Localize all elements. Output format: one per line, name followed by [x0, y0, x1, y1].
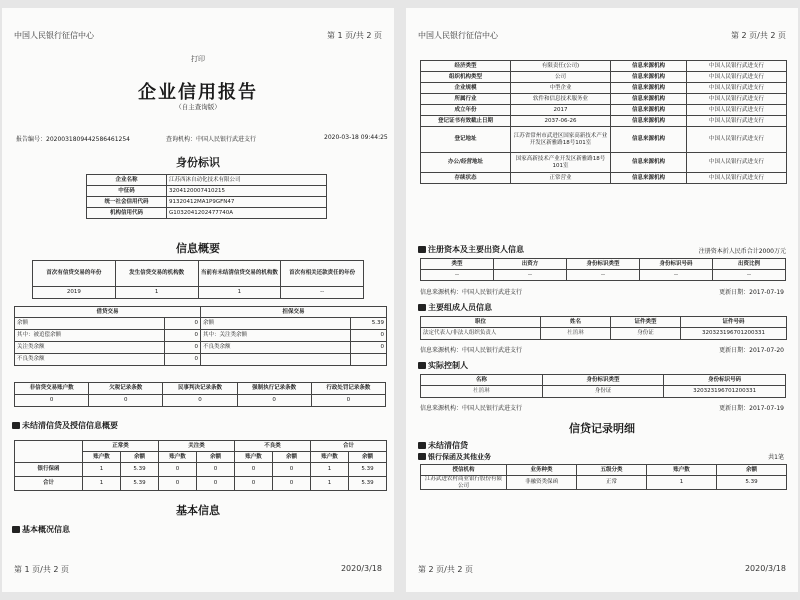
- basic-info-row: [421, 61, 787, 72]
- overview-value: --: [281, 287, 364, 299]
- controller-header: 身份标识类型: [542, 375, 664, 386]
- basic-info-row: [421, 153, 787, 173]
- capital-header: 出资比例: [713, 259, 786, 270]
- credit-value: 0: [165, 342, 201, 354]
- outstanding-sub-header: 余额: [273, 452, 311, 463]
- outstanding-row: [15, 463, 387, 477]
- outstanding-cell: 0: [197, 477, 235, 491]
- member-position: 法定代表人/非法人组织负责人: [421, 328, 541, 340]
- page-header-left: 中国人民银行征信中心: [14, 31, 94, 40]
- members-header: 职位: [421, 317, 541, 328]
- capital-source: 信息来源机构：中国人民银行武进支行: [420, 289, 523, 296]
- controller-title-text: 实际控制人: [428, 361, 468, 370]
- members-header: 证件类型: [611, 317, 681, 328]
- members-table: [420, 316, 787, 340]
- outstanding-group-header: 正常类: [83, 441, 159, 452]
- outstanding-row-label: 银行保函: [15, 463, 83, 477]
- basic-info-label: 办公/经营地址: [421, 153, 511, 173]
- page-footer-left: 第 2 页/共 2 页: [418, 565, 474, 574]
- basic-info-row: [421, 127, 787, 153]
- outstanding-cell: 0: [159, 477, 197, 491]
- guarantee-label: 其中：关注类余额: [201, 330, 351, 342]
- outstanding-sub-header: 账户数: [159, 452, 197, 463]
- guarantee-header: 余额: [717, 465, 787, 476]
- basic-info-row: [421, 173, 787, 184]
- guarantee-row: [421, 476, 787, 490]
- section-marker-icon: [12, 526, 20, 533]
- overview-header: 首次有信贷交易的年份: [33, 261, 116, 287]
- overview-section-title: 信息概要: [176, 242, 220, 255]
- member-name: 杜鹃琳: [541, 328, 611, 340]
- page-footer-right: 2020/3/18: [744, 564, 786, 573]
- section-marker-icon: [418, 453, 426, 460]
- basic-info-src: 中国人民银行武进支行: [687, 61, 787, 72]
- basic-info-src-label: 信息来源机构: [611, 61, 687, 72]
- record-header: 民事判决记录条数: [163, 383, 237, 395]
- capital-value: --: [421, 270, 494, 281]
- identity-row: [87, 186, 327, 197]
- guarantee-header: 账户数: [647, 465, 717, 476]
- page-header-right: 第 2 页/共 2 页: [730, 31, 786, 40]
- basic-info-src: 中国人民银行武进支行: [687, 173, 787, 184]
- outstanding-table: [14, 440, 387, 491]
- basic-info-src: 中国人民银行武进支行: [687, 83, 787, 94]
- overview-header: 发生信贷交易的机构数: [115, 261, 198, 287]
- identity-value: 3204120007410215: [167, 186, 327, 197]
- credit-trade-table: [14, 306, 387, 366]
- controller-row: [421, 386, 786, 398]
- guarantee-trade-header: 担保交易: [201, 307, 387, 318]
- guarantee-header: 授信机构: [421, 465, 507, 476]
- capital-table: [420, 258, 786, 281]
- outstanding-cell: 1: [311, 477, 349, 491]
- basic-info-src-label: 信息来源机构: [611, 105, 687, 116]
- record-header: 欠税记录条数: [89, 383, 163, 395]
- report-page-2: [406, 8, 798, 592]
- outstanding-sub-header: 余额: [197, 452, 235, 463]
- outstanding-cell: 0: [197, 463, 235, 477]
- identity-label: 统一社会信用代码: [87, 197, 167, 208]
- outstanding-cell: 0: [235, 463, 273, 477]
- basic-info-value: 2037-06-26: [511, 116, 611, 127]
- outstanding-corner: [15, 441, 83, 463]
- page-header-left: 中国人民银行征信中心: [418, 31, 498, 40]
- guarantee-title-text: 银行保函及其他业务: [428, 453, 491, 461]
- member-id-type: 身份证: [611, 328, 681, 340]
- basic-info-row: [421, 105, 787, 116]
- guarantee-type: 非融资类保函: [507, 476, 577, 490]
- guarantee-value: [351, 354, 387, 366]
- basic-info-src: 中国人民银行武进支行: [687, 127, 787, 153]
- outstanding-sub-header: 账户数: [311, 452, 349, 463]
- member-id-number: 320323196701200331: [681, 328, 787, 340]
- overview-value: 1: [198, 287, 281, 299]
- outstanding-cell: 5.39: [349, 477, 387, 491]
- outstanding-row: [15, 477, 387, 491]
- capital-title-text: 注册资本及主要出资人信息: [428, 245, 524, 254]
- basic-info-row: [421, 72, 787, 83]
- identity-label: 中征码: [87, 186, 167, 197]
- record-header: 非信贷交易账户数: [15, 383, 89, 395]
- basic-info-value: 有限责任(公司): [511, 61, 611, 72]
- records-table: [14, 382, 386, 407]
- capital-header: 出资方: [494, 259, 567, 270]
- guarantee-table: [420, 464, 787, 490]
- record-value: 0: [15, 395, 89, 407]
- page-header-right: 第 1 页/共 2 页: [326, 31, 382, 40]
- controller-id-type: 身份证: [542, 386, 664, 398]
- outstanding-cell: 1: [311, 463, 349, 477]
- controller-update-date: 更新日期：2017-07-19: [719, 405, 784, 412]
- credit-label: 余额: [15, 318, 165, 330]
- capital-note: 注册资本折人民币合计2000万元: [698, 248, 786, 255]
- guarantee-org: 江苏武进农村商业银行股份有限公司: [421, 476, 507, 490]
- basic-info-value: 中型企业: [511, 83, 611, 94]
- basic-section-title: 基本信息: [176, 504, 220, 517]
- guarantee-count: 共1笔: [768, 454, 784, 461]
- credit-value: 0: [165, 354, 201, 366]
- credit-value: 0: [165, 330, 201, 342]
- basic-info-src-label: 信息来源机构: [611, 72, 687, 83]
- controller-section-title: [418, 360, 468, 371]
- capital-header: 身份标识号码: [640, 259, 713, 270]
- controller-id-number: 320323196701200331: [664, 386, 786, 398]
- credit-row: [15, 330, 387, 342]
- guarantee-value: 0: [351, 342, 387, 354]
- capital-header: 类型: [421, 259, 494, 270]
- capital-update-date: 更新日期：2017-07-19: [719, 289, 784, 296]
- basic-info-value: 公司: [511, 72, 611, 83]
- members-title-text: 主要组成人员信息: [428, 303, 492, 312]
- record-header: 强制执行记录条数: [237, 383, 311, 395]
- outstanding-group-header: 不良类: [235, 441, 311, 452]
- members-header: 证件号码: [681, 317, 787, 328]
- guarantee-header: 五级分类: [577, 465, 647, 476]
- outstanding-group-header: 合计: [311, 441, 387, 452]
- outstanding-cell: 5.39: [349, 463, 387, 477]
- basic-info-src: 中国人民银行武进支行: [687, 72, 787, 83]
- capital-value: --: [640, 270, 713, 281]
- identity-value: 江苏西沐自动化技术有限公司: [167, 175, 327, 186]
- credit-row: [15, 354, 387, 366]
- query-org: 查询机构：中国人民银行武进支行: [166, 136, 257, 143]
- members-update-date: 更新日期：2017-07-20: [719, 347, 784, 354]
- guarantee-value: 0: [351, 330, 387, 342]
- capital-value: --: [713, 270, 786, 281]
- basic-info-src-label: 信息来源机构: [611, 83, 687, 94]
- report-title: 企业信用报告: [138, 82, 258, 103]
- report-page-1: [2, 8, 394, 592]
- outstanding-title-text: 未结清信贷及授信信息概要: [22, 421, 118, 430]
- outstanding-sub-header: 余额: [121, 452, 159, 463]
- capital-section-title: [418, 244, 524, 255]
- basic-info-value: 软件和信息技术服务业: [511, 94, 611, 105]
- credit-label: 其中：被追偿余额: [15, 330, 165, 342]
- capital-header: 身份标识类型: [567, 259, 640, 270]
- basic-info-src-label: 信息来源机构: [611, 116, 687, 127]
- outstanding-sub-header: 账户数: [235, 452, 273, 463]
- section-marker-icon: [418, 304, 426, 311]
- identity-label: 企业名称: [87, 175, 167, 186]
- identity-row: [87, 175, 327, 186]
- guarantee-class: 正常: [577, 476, 647, 490]
- record-header: 行政处罚记录条数: [311, 383, 385, 395]
- credit-value: 0: [165, 318, 201, 330]
- section-marker-icon: [12, 422, 20, 429]
- controller-header: 身份标识号码: [664, 375, 786, 386]
- outstanding-cell: 0: [273, 477, 311, 491]
- outstanding-cell: 0: [159, 463, 197, 477]
- basic-info-src: 中国人民银行武进支行: [687, 116, 787, 127]
- guarantee-accounts: 1: [647, 476, 717, 490]
- section-marker-icon: [418, 442, 426, 449]
- basic-info-value: 江苏省常州市武进区国家高新技术产业开发区新雅路18号101室: [511, 127, 611, 153]
- guarantee-header: 业务种类: [507, 465, 577, 476]
- overview-value: 2019: [33, 287, 116, 299]
- outstanding-section-title: [12, 420, 118, 431]
- identity-value: G1032041202477740A: [167, 208, 327, 219]
- credit-row: [15, 342, 387, 354]
- report-subtitle: （自主查询版）: [175, 103, 221, 111]
- record-value: 0: [163, 395, 237, 407]
- members-header: 姓名: [541, 317, 611, 328]
- unsettled-section-title: [418, 440, 468, 451]
- guarantee-label: 余额: [201, 318, 351, 330]
- outstanding-group-header: 关注类: [159, 441, 235, 452]
- basic-info-value: 国家高新技术产业开发区新雅路18号101室: [511, 153, 611, 173]
- identity-row: [87, 197, 327, 208]
- basic-info-label: 所属行业: [421, 94, 511, 105]
- members-section-title: [418, 302, 492, 313]
- identity-section-title: 身份标识: [176, 156, 220, 169]
- basic-info-row: [421, 94, 787, 105]
- report-number: 报告编号：2020031809442586461254: [16, 136, 130, 143]
- basic-info-row: [421, 116, 787, 127]
- guarantee-label: [201, 354, 351, 366]
- credit-label: 不良类余额: [15, 354, 165, 366]
- overview-table: [32, 260, 364, 299]
- basic-info-src-label: 信息来源机构: [611, 127, 687, 153]
- basic-info-src: 中国人民银行武进支行: [687, 105, 787, 116]
- basic-info-label: 登记地址: [421, 127, 511, 153]
- identity-row: [87, 208, 327, 219]
- identity-value: 91320412MA1P9GFN47: [167, 197, 327, 208]
- basic-info-label: 经济类型: [421, 61, 511, 72]
- outstanding-row-label: 合计: [15, 477, 83, 491]
- record-value: 0: [311, 395, 385, 407]
- basic-info-row: [421, 83, 787, 94]
- identity-label: 机构信用代码: [87, 208, 167, 219]
- unsettled-title-text: 未结清信贷: [428, 441, 468, 450]
- outstanding-cell: 0: [235, 477, 273, 491]
- basic-info-src-label: 信息来源机构: [611, 94, 687, 105]
- overview-value: 1: [115, 287, 198, 299]
- credit-detail-section-title: 信贷记录明细: [569, 422, 635, 435]
- basic-sub-title-text: 基本概况信息: [22, 525, 70, 534]
- basic-info-src: 中国人民银行武进支行: [687, 153, 787, 173]
- overview-header: 当前有未结清信贷交易的机构数: [198, 261, 281, 287]
- credit-row: [15, 318, 387, 330]
- outstanding-sub-header: 余额: [349, 452, 387, 463]
- credit-trade-header: 借贷交易: [15, 307, 201, 318]
- guarantee-section-title: [418, 452, 491, 462]
- capital-value: --: [567, 270, 640, 281]
- outstanding-cell: 5.39: [121, 477, 159, 491]
- identity-table: [86, 174, 327, 219]
- outstanding-cell: 0: [273, 463, 311, 477]
- controller-name: 杜鹃琳: [421, 386, 543, 398]
- page-footer-right: 2020/3/18: [340, 564, 382, 573]
- basic-sub-section-title: [12, 524, 70, 535]
- basic-info-src: 中国人民银行武进支行: [687, 94, 787, 105]
- capital-value: --: [494, 270, 567, 281]
- section-marker-icon: [418, 246, 426, 253]
- basic-info-label: 企业规模: [421, 83, 511, 94]
- basic-info-value: 2017: [511, 105, 611, 116]
- page-footer-left: 第 1 页/共 2 页: [14, 565, 70, 574]
- members-row: [421, 328, 787, 340]
- controller-header: 名称: [421, 375, 543, 386]
- basic-info-src-label: 信息来源机构: [611, 153, 687, 173]
- section-marker-icon: [418, 362, 426, 369]
- basic-info-label: 成立年份: [421, 105, 511, 116]
- outstanding-cell: 1: [83, 477, 121, 491]
- guarantee-label: 不良类余额: [201, 342, 351, 354]
- controller-source: 信息来源机构：中国人民银行武进支行: [420, 405, 523, 412]
- outstanding-cell: 5.39: [121, 463, 159, 477]
- members-source: 信息来源机构：中国人民银行武进支行: [420, 347, 523, 354]
- basic-info-src-label: 信息来源机构: [611, 173, 687, 184]
- basic-info-table: [420, 60, 787, 184]
- outstanding-sub-header: 账户数: [83, 452, 121, 463]
- print-tag: 打印: [191, 55, 205, 63]
- basic-info-label: 登记证书有效截止日期: [421, 116, 511, 127]
- report-time: 2020-03-18 09:44:25: [324, 134, 388, 141]
- basic-info-label: 存续状态: [421, 173, 511, 184]
- credit-label: 关注类余额: [15, 342, 165, 354]
- controller-table: [420, 374, 786, 398]
- basic-info-value: 正常营业: [511, 173, 611, 184]
- record-value: 0: [89, 395, 163, 407]
- guarantee-balance: 5.39: [717, 476, 787, 490]
- record-value: 0: [237, 395, 311, 407]
- overview-header: 首次有相关还款责任的年份: [281, 261, 364, 287]
- basic-info-label: 组织机构类型: [421, 72, 511, 83]
- outstanding-cell: 1: [83, 463, 121, 477]
- guarantee-value: 5.39: [351, 318, 387, 330]
